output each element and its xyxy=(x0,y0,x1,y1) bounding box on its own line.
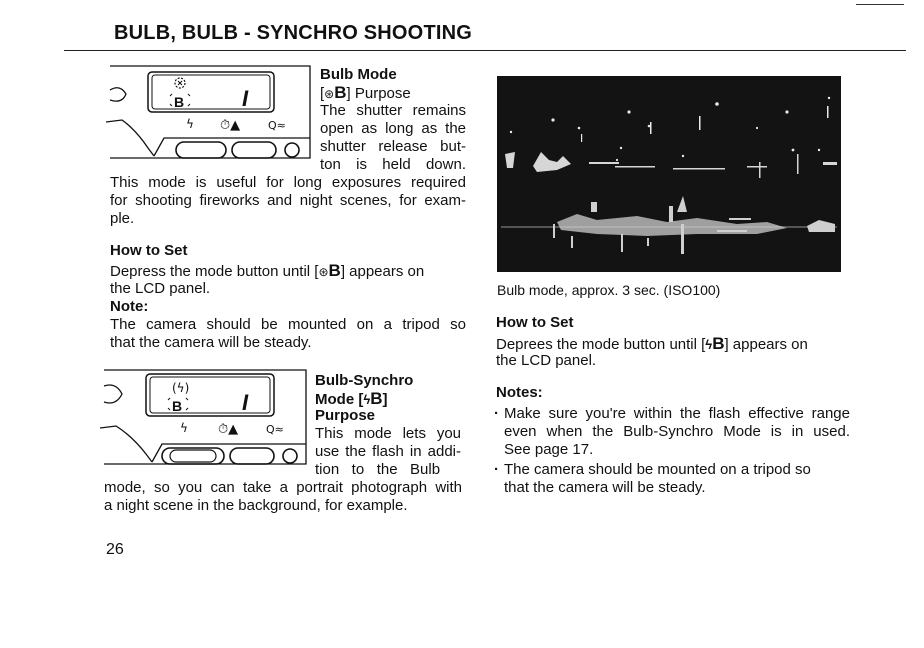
text-line: open as long as the xyxy=(320,120,466,137)
mode-button-shape xyxy=(176,142,226,158)
text-line: · The camera should be mounted on a tripod so xyxy=(504,461,811,478)
text-line: The camera should be mounted on a tripod so xyxy=(110,316,466,333)
bulb-mode-heading: Bulb Mode xyxy=(320,66,397,83)
text-line: use the flash in addi- xyxy=(315,443,461,460)
how-to-set-heading-left: How to Set xyxy=(110,242,188,259)
bracket-open: [ xyxy=(320,85,325,102)
lcd-panel-synchro-illustration xyxy=(100,368,310,468)
photo-caption: Bulb mode, approx. 3 sec. (ISO100) xyxy=(497,282,721,298)
text-line: See page 17. xyxy=(504,441,594,458)
text-line: shutter release but- xyxy=(320,138,466,155)
notes-heading: Notes: xyxy=(496,384,543,401)
flash-icon: ϟ xyxy=(186,117,194,131)
night-scene-photo xyxy=(497,76,841,272)
text-line: The shutter remains xyxy=(320,102,466,119)
bulb-full-text xyxy=(110,174,466,228)
synchro-wrap-text xyxy=(315,425,461,479)
drive-button-shape xyxy=(232,142,276,158)
how-to-set-heading-right: How to Set xyxy=(496,314,574,331)
text-line: ton is held down. xyxy=(320,156,466,173)
text-span: Mode [ xyxy=(315,391,364,408)
drive-button-shape xyxy=(230,448,274,464)
scene-icon: ⏱▲ xyxy=(218,422,239,437)
flash-icon: ϟ xyxy=(180,421,188,435)
text-line: ple. xyxy=(110,210,135,227)
top-right-rule xyxy=(856,4,904,5)
text-line: even when the Bulb-Synchro Mode is in used. xyxy=(504,423,850,440)
mode-button-shape xyxy=(170,450,216,462)
text-span: ] xyxy=(382,391,388,408)
how-to-set-line1-left xyxy=(110,262,424,281)
page-title: BULB, BULB - SYNCHRO SHOOTING xyxy=(114,22,473,44)
scene-icon: ⏱▲ xyxy=(220,118,241,133)
remote-icon: Q≈ xyxy=(266,423,284,436)
note-heading: Note: xyxy=(110,298,149,315)
text-span: ] appears on xyxy=(340,263,425,280)
notes-list xyxy=(494,405,850,497)
list-item xyxy=(494,461,850,497)
page-number: 26 xyxy=(106,541,124,558)
lcd-b-symbol: B xyxy=(174,94,185,110)
lcd-b-symbol: B xyxy=(172,398,183,414)
header-rule xyxy=(64,50,906,51)
text-line: This mode lets you xyxy=(315,425,461,442)
text-line: mode, so you can take a portrait photograph with xyxy=(104,479,462,496)
note-text xyxy=(110,316,466,352)
lcd-digit: I xyxy=(242,86,249,111)
list-item xyxy=(494,405,850,459)
how-to-set-line2-left: the LCD panel. xyxy=(110,280,211,297)
text-line: a night scene in the background, for example. xyxy=(104,497,408,514)
text-span: ] appears on xyxy=(724,336,808,353)
text-line: that the camera will be steady. xyxy=(504,479,706,496)
purpose-suffix: ] Purpose xyxy=(346,85,411,102)
synchro-full-text xyxy=(104,479,462,515)
b-symbol: B xyxy=(328,261,341,280)
lcd-digit: I xyxy=(242,390,249,415)
bulb-wrap-text xyxy=(320,102,466,174)
text-line: tion to the Bulb xyxy=(315,461,441,478)
self-timer-icon xyxy=(175,78,185,88)
flash-symbol-icon: ϟ xyxy=(705,337,713,352)
b-symbol: B xyxy=(334,83,347,102)
self-timer-bulb-icon: ⊛ xyxy=(324,87,335,101)
lcd-panel-bulb-illustration xyxy=(106,64,314,162)
how-to-set-line2-right: the LCD panel. xyxy=(496,352,597,369)
text-line: for shooting fireworks and night scenes, for exam- xyxy=(110,192,466,209)
text-line: that the camera will be steady. xyxy=(110,334,312,351)
flash-lcd-icon: (ϟ) xyxy=(172,381,190,395)
text-span: Deprees the mode button until [ xyxy=(496,336,706,353)
text-line: · Make sure you're within the flash effective range xyxy=(504,405,850,422)
remote-icon: Q≈ xyxy=(268,119,286,132)
flash-symbol-icon: ϟ xyxy=(363,392,371,407)
b-symbol: B xyxy=(712,334,725,353)
synchro-purpose: Purpose xyxy=(315,407,376,424)
synchro-heading-1: Bulb-Synchro xyxy=(315,372,414,389)
self-timer-bulb-icon: ⊛ xyxy=(318,265,329,279)
text-line: This mode is useful for long exposures required xyxy=(110,174,466,191)
text-span: Depress the mode button until [ xyxy=(110,263,319,280)
b-symbol: B xyxy=(370,389,383,408)
bulb-purpose-line xyxy=(320,84,411,103)
